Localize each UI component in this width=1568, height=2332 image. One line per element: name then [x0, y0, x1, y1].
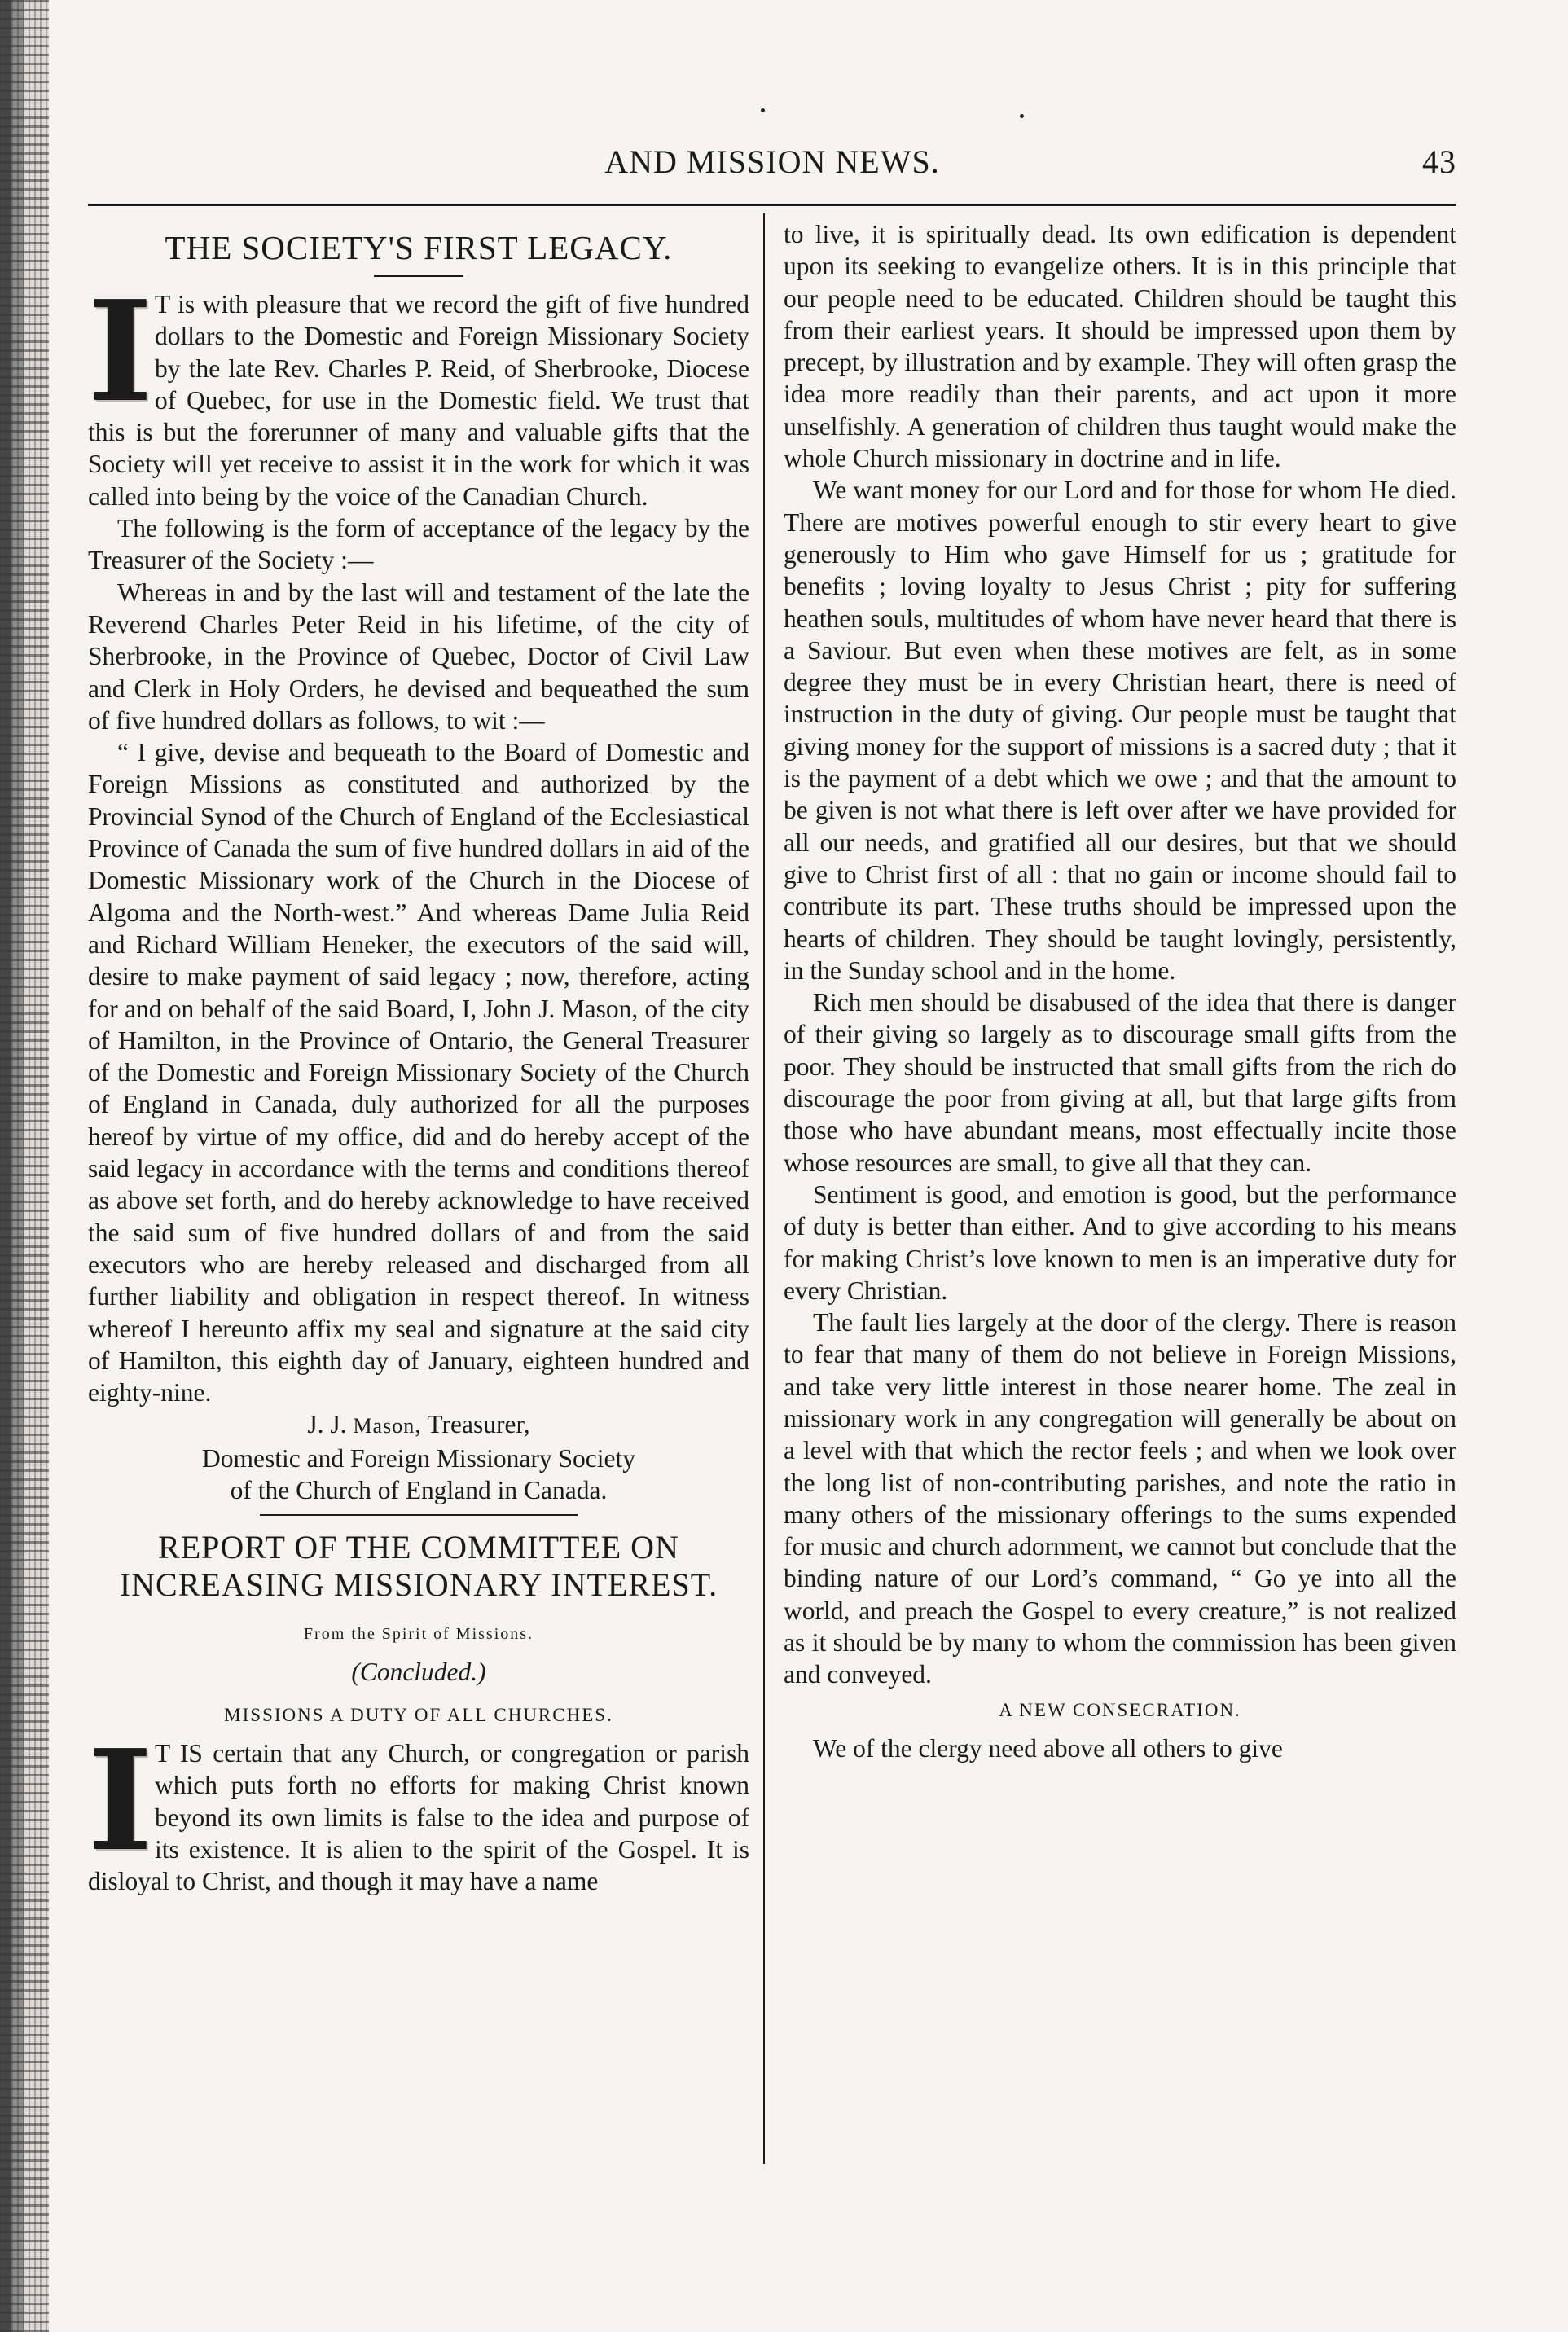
page-header — [88, 143, 1456, 191]
legacy-paragraph-3: Whereas in and by the last will and testament of the late the Reverend Charles Peter Reid in his lifetime, of the city of Sherbrooke, in the Province of Quebec, Doctor of Civil Law and Clerk in Holy Orders, he devised and bequeathed the sum of five hundred dollars as follows, to wit :— — [88, 578, 749, 735]
signature-line-2: Domestic and Foreign Missionary Society — [202, 1443, 635, 1473]
right-paragraph-6: We of the clergy need above all others to give — [813, 1733, 1283, 1763]
report-title: REPORT OF THE COMMITTEE ON INCREASING MISSIONARY INTEREST. — [119, 1529, 718, 1604]
left-column — [88, 218, 749, 1898]
right-paragraph-4: Sentiment is good, and emotion is good, but the performance of duty is better than either. And to give according to his means for making Christ’s love known to men is an imperative duty for every Christian. — [784, 1179, 1456, 1305]
signature-line-3: of the Church of England in Canada. — [230, 1475, 608, 1504]
print-speck — [761, 108, 765, 112]
right-column — [784, 218, 1456, 1764]
column-divider — [763, 213, 765, 2164]
page-number: 43 — [1422, 143, 1456, 180]
right-paragraph-5: The fault lies largely at the door of the clergy. There is reason to fear that many of them do not believe in Foreign Missions, and take very little interest in those nearer home. The zeal in missionary work in any congregation will generally be about on a level with that which the rector feels ; and when we look over the long list of non-contributing parishes, and note the ratio in many others of the missionary offerings to the sums expended for music and church adornment, we cannot but conclude that the binding nature of our Lord’s command, “ Go ye into all the world, and preach the Gospel to every creature,” is not realized as it should be by many to whom the commission has been given and conveyed. — [784, 1308, 1456, 1689]
report-subheading: MISSIONS A DUTY OF ALL CHURCHES. — [224, 1704, 613, 1725]
legacy-paragraph-2: The following is the form of acceptance of the legacy by the Treasurer of the Society :— — [88, 514, 749, 575]
signature-role: , Treasurer, — [415, 1410, 530, 1439]
legacy-title: THE SOCIETY'S FIRST LEGACY. — [165, 229, 673, 266]
report-paragraph-1 — [88, 1719, 749, 1897]
legacy-paragraph-4: “ I give, devise and bequeath to the Board of Domestic and Foreign Missions as constituted and authorized by the Provincial Synod of the Church of England of the Ecclesiastical Province of Canada the sum of five hundred dollars in aid of the Domestic Missionary work of the Church in the Diocese of Algoma and the North-west.” And whereas Dame Julia Reid and Richard William Heneker, the executors of the said will, desire to make payment of said legacy ; now, therefore, acting for and on behalf of the said Board, I, John J. Mason, of the city of Hamilton, in the Province of Ontario, the General Treasurer of the Domestic and Foreign Missionary Society of the Church of England in Canada, duly authorized for all the purposes hereof by virtue of my office, did and do hereby accept of the said legacy in accordance with the terms and conditions thereof as above set forth, and do hereby acknowledge to have received the said sum of five hundred dollars of and from the said executors who are hereby released and discharged from all further liability and obligation in respect thereof. In witness whereof I hereunto affix my seal and signature at the said city of Hamilton, this eighth day of January, eighteen hundred and eighty-nine. — [88, 738, 749, 1408]
right-subheading: A NEW CONSECRATION. — [999, 1699, 1241, 1720]
legacy-paragraph-1 — [88, 270, 749, 512]
right-paragraph-1: to live, it is spiritually dead. Its own edification is dependent upon its seeking to evangelize others. It is in this principle that our people need to be educated. Children should be taught this from their earliest years. It should be impressed upon them by precept, by illustration and by example. They will often grasp the idea more readily than their parents, and act upon it more unselfishly. A generation of children thus taught would make the whole Church missionary in doctrine and in life. — [784, 220, 1456, 473]
drop-cap-initial: I — [88, 1719, 153, 1883]
right-paragraph-3: Rich men should be disabused of the idea that there is danger of their giving so largely as to discourage small gifts from the poor. They should be instructed that small gifts from the rich do discourage the poor from giving at all, but that large gifts from those who have abundant means, most effectually incite those whose resources are small, to give all that they can. — [784, 988, 1456, 1177]
report-concluded-note: (Concluded.) — [351, 1657, 486, 1686]
signature-name: Mason — [353, 1414, 415, 1438]
report-source-line: From the Spirit of Missions. — [303, 1625, 534, 1644]
legacy-p1-text: T is with pleasure that we record the gift of five hundred dollars to the Domestic and Foreign Missionary Society by the late Rev. Charles P. Reid, of Sherbrooke, Diocese of Quebec, for use in the Domestic field. We trust that this is but the forerunner of many and valuable gifts that the Society will yet receive to assist it in the work for which it was called into being by the voice of the Canadian Church. — [88, 290, 749, 511]
signature-initials: J. J. — [307, 1410, 354, 1439]
report-p1-text: T IS certain that any Church, or congregation or parish which puts forth no efforts for making Christ known beyond its own limits is false to the idea and purpose of its existence. It is alien to the spirit of the Gospel. It is disloyal to Christ, and though it may have a name — [88, 1739, 749, 1896]
drop-cap-initial: I — [88, 270, 153, 433]
section-rule — [260, 1514, 578, 1516]
right-paragraph-2: We want money for our Lord and for those for whom He died. There are motives powerful enough to stir every heart to give generously to Him who gave Himself for us ; gratitude for benefits ; loving loyalty to Jesus Christ ; pity for suffering heathen souls, multitudes of whom have never heard that there is a Saviour. But even when these motives are felt, as in some degree they must be in every Christian heart, there is need of instruction in the duty of giving. Our people must be taught that giving money for the support of missions is a sacred duty ; that it is the payment of a debt which we owe ; and that the amount to be given is not what there is left over after we have provided for all our needs, and gratified all our desires, but that we should give to Christ first of all : that no gain or income should fail to contribute its part. These truths should be impressed upon the hearts of children. They should be taught lovingly, persistently, in the Sunday school and in the home. — [784, 476, 1456, 985]
print-speck — [1020, 114, 1024, 118]
page-binding-edge — [0, 0, 49, 2332]
signature-line-1 — [88, 1408, 749, 1442]
running-head: AND MISSION NEWS. — [604, 143, 940, 180]
title-rule — [374, 275, 463, 277]
header-rule — [88, 204, 1456, 206]
